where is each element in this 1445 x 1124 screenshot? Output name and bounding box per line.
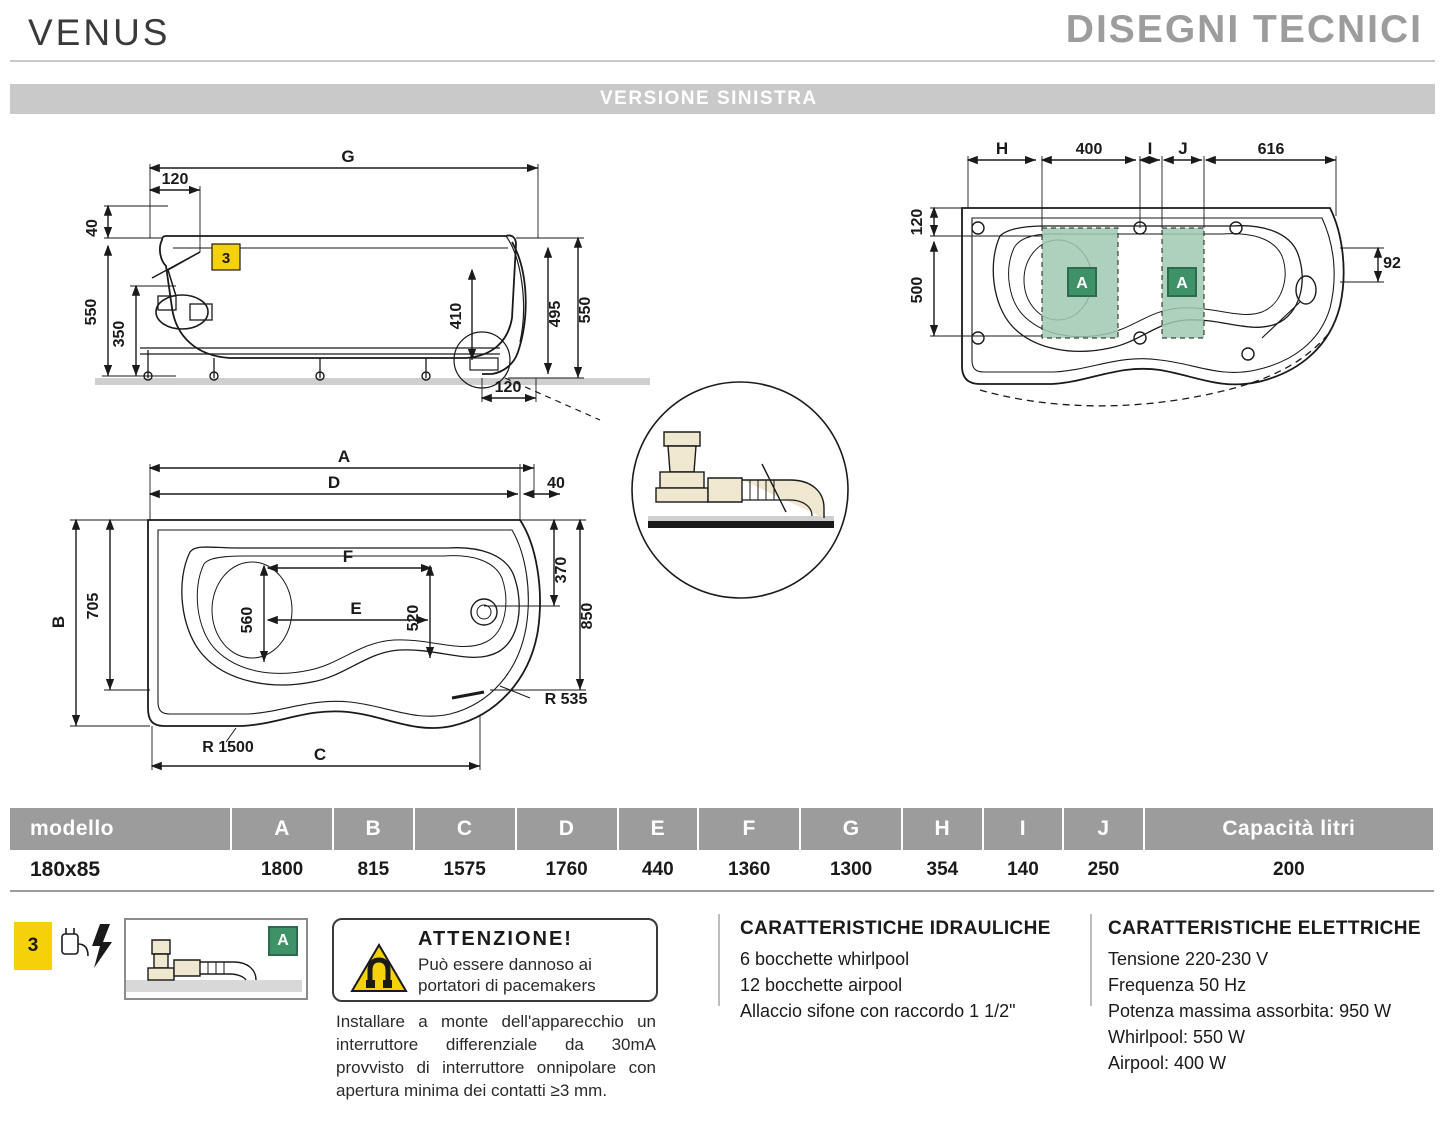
col-e: E <box>618 808 699 850</box>
svg-text:R 535: R 535 <box>544 691 588 708</box>
svg-text:520: 520 <box>405 604 422 632</box>
attention-text: Può essere dannoso ai portatori di pacemakers <box>418 955 596 995</box>
svg-text:350: 350 <box>111 320 128 348</box>
col-capacity: Capacità litri <box>1144 808 1434 850</box>
svg-text:550: 550 <box>577 296 594 324</box>
svg-text:370: 370 <box>553 556 570 584</box>
cell-modello: 180x85 <box>10 850 231 891</box>
electric-specs <box>1108 918 1438 1076</box>
legend-connection-image <box>124 918 308 1000</box>
footer-divider-1 <box>718 914 720 1006</box>
electric-line-4: Whirlpool: 550 W <box>1108 1027 1246 1047</box>
brand-title: VENUS <box>28 12 171 53</box>
svg-text:H: H <box>995 139 1009 158</box>
hydraulic-title: CARATTERISTICHE IDRAULICHE <box>740 918 1051 939</box>
hydraulic-line-1: 6 bocchette whirlpool <box>740 949 910 969</box>
cell-f: 1360 <box>698 850 800 891</box>
col-j: J <box>1063 808 1144 850</box>
svg-text:705: 705 <box>85 592 102 620</box>
svg-text:850: 850 <box>579 602 596 630</box>
col-f: F <box>698 808 800 850</box>
svg-text:G: G <box>341 147 355 166</box>
lightning-bolt-icon <box>92 924 112 968</box>
col-h: H <box>902 808 983 850</box>
svg-text:D: D <box>327 473 341 492</box>
pacemaker-warning-icon <box>350 942 408 999</box>
installation-note: Installare a monte dell'apparecchio un interruttore differenziale da 30mA provvisto di interruttore onnipolare con apertura minima dei contatti ≥3 mm. <box>336 1012 656 1100</box>
cell-a: 1800 <box>231 850 333 891</box>
electric-title: CARATTERISTICHE ELETTRICHE <box>1108 918 1421 939</box>
col-d: D <box>516 808 618 850</box>
hydraulic-line-3: Allaccio sifone con raccordo 1 1/2" <box>740 1001 1016 1021</box>
col-a: A <box>231 808 333 850</box>
electric-line-2: Frequenza 50 Hz <box>1108 975 1247 995</box>
table-header-row <box>10 808 1434 850</box>
footer-divider-2 <box>1090 914 1092 1006</box>
attention-box <box>332 918 658 1002</box>
svg-text:550: 550 <box>83 298 100 326</box>
svg-text:40: 40 <box>547 475 565 492</box>
svg-text:40: 40 <box>84 219 101 237</box>
svg-text:495: 495 <box>547 300 564 328</box>
col-c: C <box>414 808 516 850</box>
svg-text:616: 616 <box>1257 141 1285 158</box>
header-divider <box>10 60 1435 62</box>
hydraulic-line-2: 12 bocchette airpool <box>740 975 903 995</box>
drawings-area <box>0 120 1445 790</box>
legend-number: 3 <box>27 935 39 956</box>
cell-h: 354 <box>902 850 983 891</box>
svg-text:92: 92 <box>1383 255 1401 272</box>
page-footer <box>0 900 1445 1124</box>
svg-text:R 1500: R 1500 <box>202 739 254 756</box>
svg-text:A: A <box>1076 275 1088 292</box>
svg-text:E: E <box>350 599 362 618</box>
table-row <box>10 850 1434 891</box>
svg-text:J: J <box>1178 139 1188 158</box>
dimensions-table <box>10 808 1435 892</box>
svg-text:120: 120 <box>161 171 189 188</box>
svg-text:400: 400 <box>1075 141 1103 158</box>
svg-text:500: 500 <box>909 276 926 304</box>
electric-line-3: Potenza massima assorbita: 950 W <box>1108 1001 1392 1021</box>
page-header <box>0 0 1445 109</box>
svg-text:F: F <box>342 547 354 566</box>
svg-text:C: C <box>313 745 327 764</box>
attention-title: ATTENZIONE! <box>418 928 573 950</box>
svg-text:120: 120 <box>909 208 926 236</box>
cell-d: 1760 <box>516 850 618 891</box>
cell-c: 1575 <box>414 850 516 891</box>
version-label: VERSIONE SINISTRA <box>600 88 818 109</box>
col-i: I <box>983 808 1064 850</box>
cell-i: 140 <box>983 850 1064 891</box>
svg-text:I: I <box>1147 139 1153 158</box>
col-modello: modello <box>10 808 231 850</box>
svg-text:120: 120 <box>494 379 522 396</box>
hydraulic-specs <box>740 918 1090 1024</box>
document-title: DISEGNI TECNICI <box>1065 8 1423 51</box>
col-b: B <box>333 808 414 850</box>
electric-line-5: Airpool: 400 W <box>1108 1053 1227 1073</box>
cell-b: 815 <box>333 850 414 891</box>
legend-number-badge <box>14 922 52 970</box>
cell-e: 440 <box>618 850 699 891</box>
cell-j: 250 <box>1063 850 1144 891</box>
svg-text:A: A <box>337 447 351 466</box>
svg-text:410: 410 <box>448 302 465 330</box>
svg-text:3: 3 <box>221 250 231 267</box>
svg-text:B: B <box>49 615 68 629</box>
svg-text:A: A <box>1176 275 1188 292</box>
svg-text:560: 560 <box>239 606 256 634</box>
zone-a-flag: A <box>268 926 298 956</box>
legend-icons <box>58 920 118 972</box>
cell-g: 1300 <box>800 850 902 891</box>
col-g: G <box>800 808 902 850</box>
cell-capacity: 200 <box>1144 850 1434 891</box>
electric-line-1: Tensione 220-230 V <box>1108 949 1269 969</box>
